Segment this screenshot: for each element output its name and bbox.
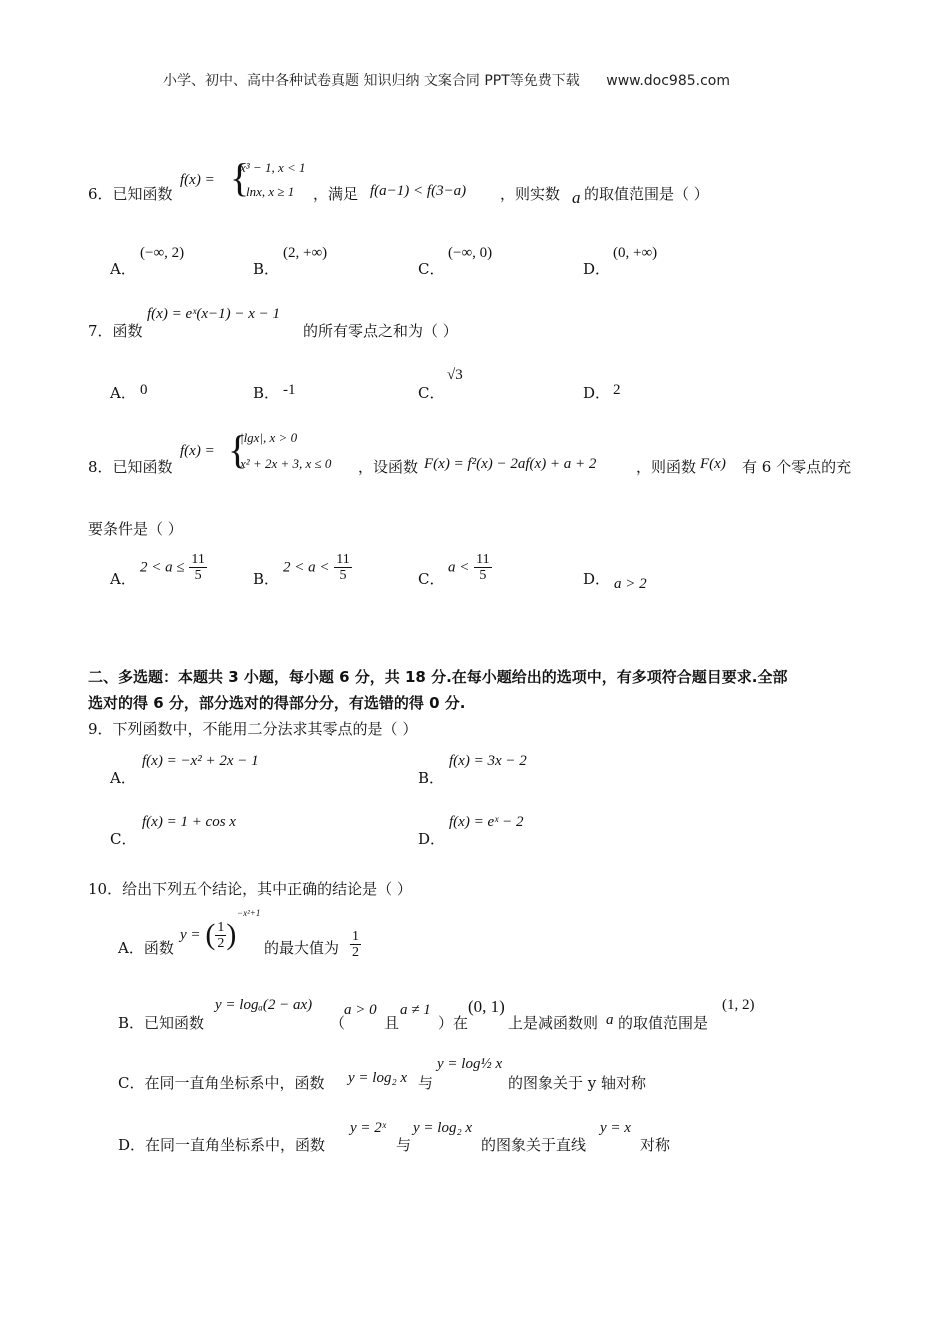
q8-option-c-num: 11 — [476, 552, 490, 567]
q10-d-f1: y = 2ˣ — [350, 1120, 387, 1136]
q8-tail: 有 6 个零点的充 — [742, 458, 852, 476]
q6-var: a — [572, 188, 581, 207]
header-text: 小学、初中、高中各种试卷真题 知识归纳 文案合同 PPT等免费下载 — [163, 73, 580, 89]
q8-option-a-label[interactable]: A． — [110, 570, 136, 588]
q10-c-with: 与 — [418, 1074, 434, 1092]
q10-d-line: y = x — [600, 1120, 631, 1136]
q9-option-b[interactable]: f(x) = 3x − 2 — [449, 753, 527, 769]
q6-mid: ，满足 — [313, 185, 359, 203]
q7-tail: 的所有零点之和为（ ） — [303, 322, 458, 340]
q6-case2: lnx, x ≥ 1 — [246, 184, 295, 199]
q6-cond: f(a−1) < f(3−a) — [370, 183, 467, 199]
q10-a-base-num: 1 — [217, 919, 225, 935]
q8-brace: { — [228, 427, 248, 472]
q10-a-lhs: y = — [180, 927, 201, 943]
q8-option-d[interactable]: a > 2 — [614, 576, 647, 592]
q10-d-tail2: 对称 — [640, 1136, 671, 1154]
q10-c-tail: 的图象关于 y 轴对称 — [508, 1074, 647, 1092]
q9-option-d[interactable]: f(x) = eˣ − 2 — [449, 814, 524, 830]
q9-option-b-label[interactable]: B． — [418, 769, 445, 787]
q8-case2: x² + 2x + 3, x ≤ 0 — [240, 456, 332, 471]
q8-option-c-lhs: a < — [448, 559, 470, 576]
q7-option-d-label[interactable]: D． — [583, 384, 611, 402]
q10-b-cond1: a > 0 — [344, 1002, 377, 1018]
q10-b-and: 且 — [384, 1014, 400, 1032]
q8-line2: 要条件是（ ） — [88, 520, 183, 538]
q10-b-tail2: 的取值范围是 — [618, 1014, 709, 1032]
q8-option-b-den: 5 — [339, 568, 347, 583]
q10-b-cond-close: ）在 — [438, 1014, 469, 1032]
page-header — [163, 70, 730, 90]
q7-expr: f(x) = eˣ(x−1) − x − 1 — [147, 306, 281, 322]
q10-b-cond2: a ≠ 1 — [400, 1002, 431, 1018]
q9-option-d-label[interactable]: D． — [418, 830, 446, 848]
q8-option-a[interactable] — [140, 552, 207, 583]
q6-option-a-label[interactable]: A． — [110, 260, 136, 278]
q10-option-d-label[interactable]: D．在同一直角坐标系中，函数 — [118, 1136, 326, 1154]
q7-option-c[interactable]: √3 — [447, 367, 463, 383]
q8-option-a-num: 11 — [191, 552, 205, 567]
header-url[interactable]: www.doc985.com — [606, 73, 730, 89]
q10-b-var: a — [606, 1012, 614, 1028]
q6-case1: x³ − 1, x < 1 — [240, 160, 306, 175]
q6-brace: { — [230, 155, 250, 200]
q8-prefix: 8．已知函数 — [88, 458, 173, 476]
q8-option-b[interactable] — [283, 552, 352, 583]
q9-option-c[interactable]: f(x) = 1 + cos x — [142, 814, 236, 830]
q8-fx: f(x) = — [180, 443, 215, 459]
q6-option-c[interactable]: (−∞, 0) — [448, 245, 493, 261]
q7-option-a-label[interactable]: A． — [110, 384, 136, 402]
q8-option-b-label[interactable]: B． — [253, 570, 280, 588]
q10-stem: 10．给出下列五个结论，其中正确的结论是（ ） — [88, 880, 412, 898]
q7-option-b[interactable]: -1 — [283, 382, 296, 398]
q10-d-f2: y = log₂ x — [413, 1120, 473, 1136]
q6-option-d[interactable]: (0, +∞) — [613, 245, 658, 261]
q10-d-with: 与 — [396, 1136, 412, 1154]
q6-fx: f(x) = — [180, 172, 215, 188]
q6-option-d-label[interactable]: D． — [583, 260, 611, 278]
q8-mid2: ，则函数 — [636, 458, 697, 476]
q7-prefix: 7．函数 — [88, 322, 143, 340]
q7-option-b-label[interactable]: B． — [253, 384, 280, 402]
q6-prefix: 6．已知函数 — [88, 185, 173, 203]
section-2-line1: 二、多选题：本题共 3 小题，每小题 6 分，共 18 分.在每小题给出的选项中，有多项符合题目要求.全部 — [88, 668, 788, 686]
q9-option-c-label[interactable]: C． — [110, 830, 137, 848]
q6-option-c-label[interactable]: C． — [418, 260, 445, 278]
q10-a-ans-num: 1 — [352, 929, 359, 944]
q9-option-a[interactable]: f(x) = −x² + 2x − 1 — [142, 753, 259, 769]
q10-option-a-label[interactable]: A．函数 — [118, 939, 174, 957]
q10-b-expr: y = logₐ(2 − ax) — [215, 997, 313, 1013]
q7-option-c-label[interactable]: C． — [418, 384, 445, 402]
q8-option-b-num: 11 — [336, 552, 350, 567]
q10-b-cond-open: （ — [330, 1014, 346, 1032]
q10-c-f2: y = log½ x — [437, 1056, 503, 1072]
q8-Fx2: F(x) — [700, 456, 726, 472]
q10-a-tail: 的最大值为 — [264, 939, 340, 957]
q9-stem: 9．下列函数中，不能用二分法求其零点的是（ ） — [88, 720, 418, 738]
q8-case1: |lgx|, x > 0 — [240, 430, 298, 445]
q10-b-tail1: 上是减函数则 — [508, 1014, 599, 1032]
q10-a-answer — [350, 929, 361, 960]
q10-c-f1: y = log₂ x — [348, 1070, 408, 1086]
q8-option-a-lhs: 2 < a ≤ — [140, 559, 185, 576]
q10-a-base-den: 2 — [217, 935, 225, 951]
q10-option-a-expr: y = ( $\frac{1}{2}$ ) — [180, 918, 237, 951]
q7-option-a[interactable]: 0 — [140, 382, 148, 398]
q9-option-a-label[interactable]: A． — [110, 769, 136, 787]
q10-b-interval: (0, 1) — [468, 997, 505, 1016]
q8-Fx: F(x) = f²(x) − 2af(x) + a + 2 — [424, 456, 597, 472]
q6-option-b[interactable]: (2, +∞) — [283, 245, 328, 261]
q8-option-c-label[interactable]: C． — [418, 570, 445, 588]
q8-option-c[interactable] — [448, 552, 492, 583]
q7-option-d[interactable]: 2 — [613, 382, 621, 398]
q8-option-d-label[interactable]: D． — [583, 570, 611, 588]
q10-option-b-label[interactable]: B．已知函数 — [118, 1014, 205, 1032]
q8-mid: ，设函数 — [358, 458, 419, 476]
q6-tail: 的取值范围是（ ） — [584, 185, 709, 203]
q8-option-a-den: 5 — [194, 568, 202, 583]
q6-option-b-label[interactable]: B． — [253, 260, 280, 278]
q8-option-c-den: 5 — [479, 568, 487, 583]
q8-option-b-lhs: 2 < a < — [283, 559, 330, 576]
q10-a-exp: −x²+1 — [237, 908, 261, 918]
q6-option-a[interactable]: (−∞, 2) — [140, 245, 185, 261]
q10-b-range: (1, 2) — [722, 997, 755, 1013]
q10-option-c-label[interactable]: C．在同一直角坐标系中，函数 — [118, 1074, 325, 1092]
q6-suffix: ，则实数 — [500, 185, 561, 203]
q10-d-tail: 的图象关于直线 — [481, 1136, 587, 1154]
q10-a-ans-den: 2 — [352, 945, 359, 960]
section-2-line2: 选对的得 6 分，部分选对的得部分分，有选错的得 0 分. — [88, 694, 466, 712]
